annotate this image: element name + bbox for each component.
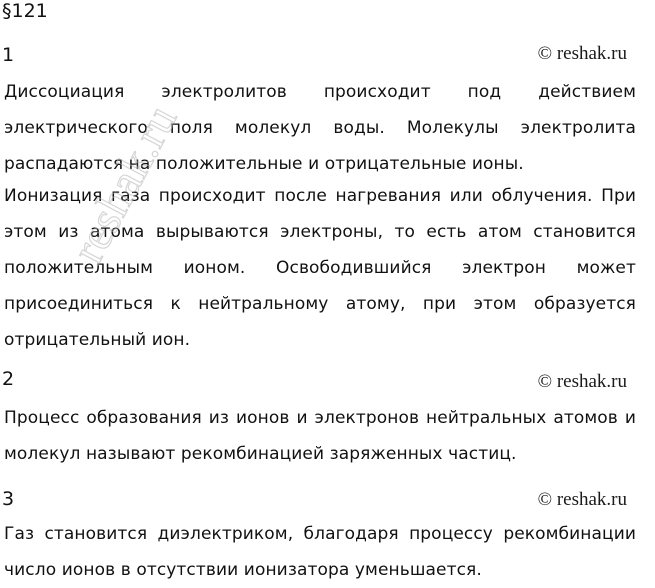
block-2-paragraph-1: Процесс образования из ионов и электронов нейтральных атомов и молекул называют рекомбинацией заряженных частиц. — [4, 408, 636, 464]
block-3-paragraph-1: Газ становится диэлектриком, благодаря процессу рекомбинации число ионов в отсутствии ионизатора уменьшается. — [4, 524, 636, 580]
block-2-copyright: © reshak.ru — [537, 371, 627, 392]
watermark-text: reshak.ru — [61, 96, 187, 271]
block-3-copyright: © reshak.ru — [537, 489, 627, 510]
section-title: §121 — [2, 0, 48, 22]
block-2-number: 2 — [2, 368, 15, 390]
block-1-paragraph-1: Диссоциация электролитов происходит под действием электрического поля молекул воды. Молекулы электролита распадаются на положительные и отрицательные ионы. — [4, 82, 636, 174]
block-1-paragraph-2: Ионизация газа происходит после нагревания или облучения. При этом из атома вырываются электроны, то есть атом становится положительным ионом. Освободившийся электрон может присоединиться к нейтральному атому, при этом образуется отрицательный ион. — [4, 186, 636, 350]
block-1-number: 1 — [2, 44, 15, 66]
block-3-number: 3 — [2, 488, 15, 510]
block-1-copyright: © reshak.ru — [537, 43, 627, 64]
